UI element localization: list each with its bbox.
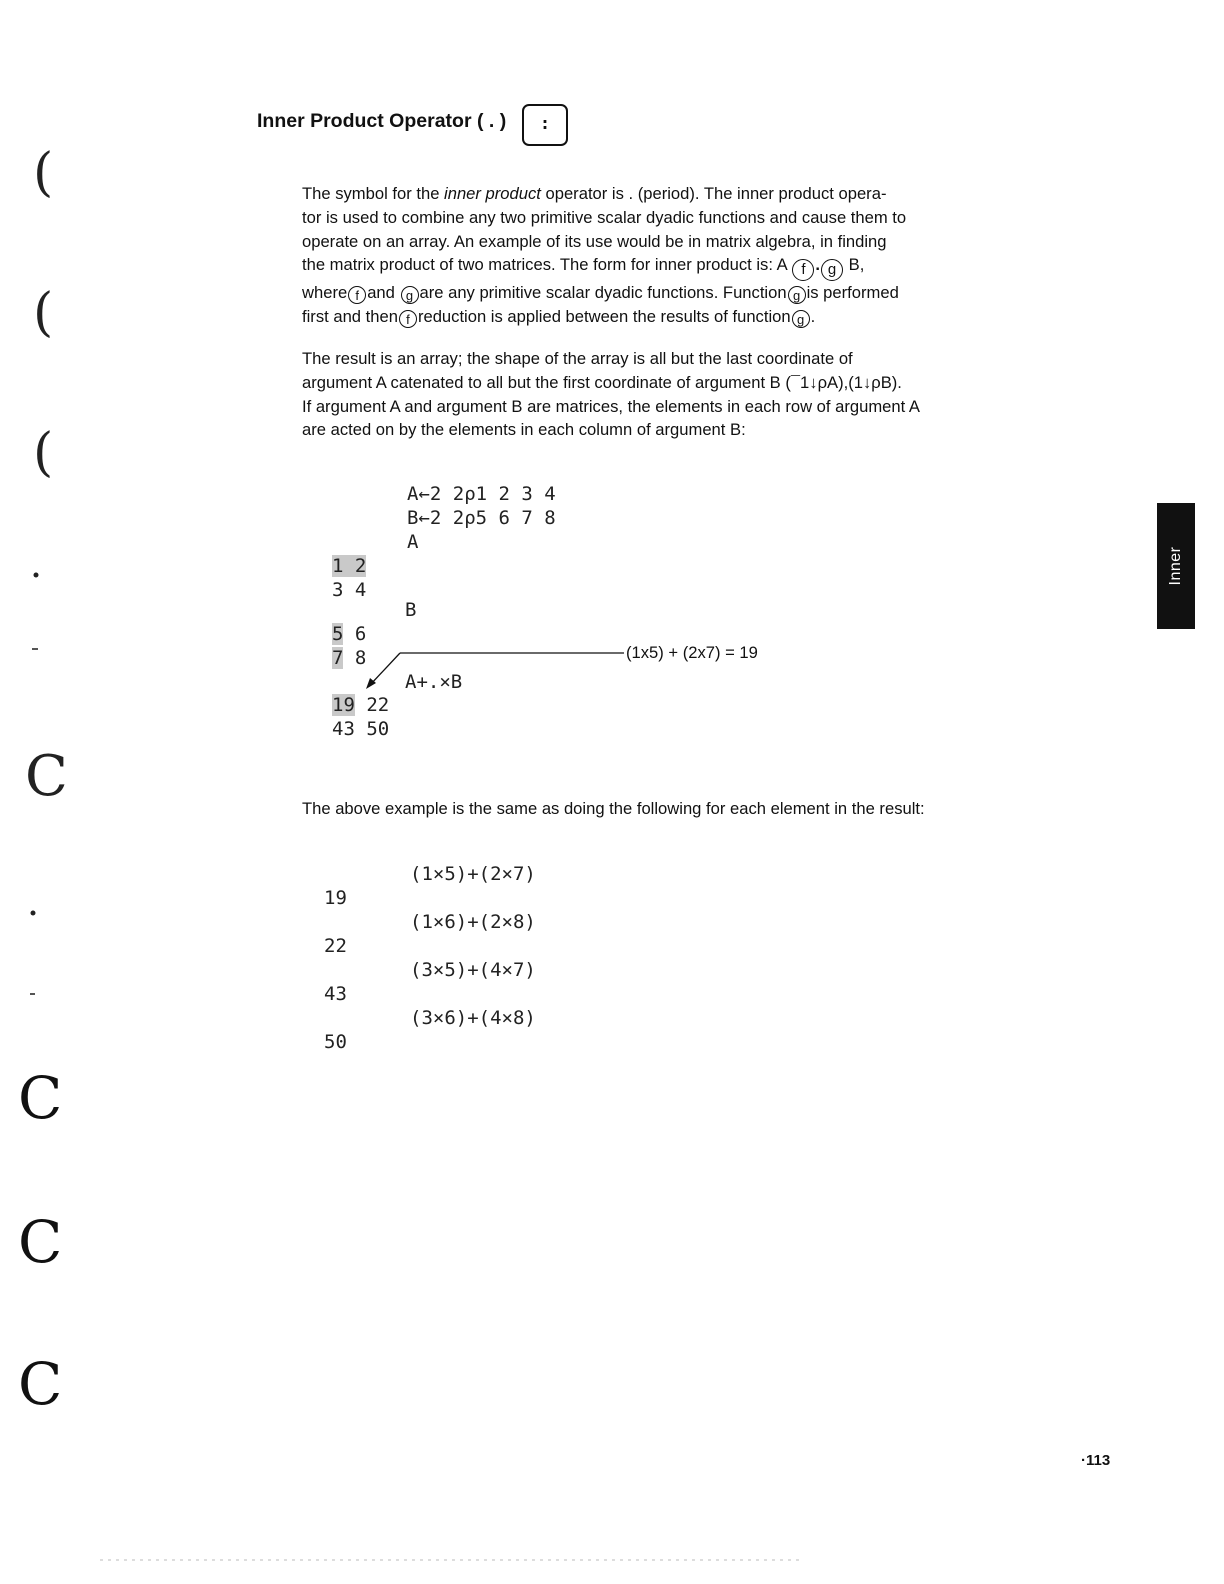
result-row2: 43 50 (332, 718, 390, 740)
svg-text:C: C (25, 744, 68, 809)
f-circle-icon: f (792, 259, 814, 281)
result-row1: 19 22 (332, 694, 390, 716)
p1-line6: first and then f reduction is applied between the results of function g . (302, 307, 816, 328)
binder-marks (0, 0, 80, 1584)
svg-text:(: ( (33, 143, 54, 203)
period-key-icon (522, 104, 568, 146)
key-symbol: : (539, 114, 551, 134)
section-tab-label: Inner (1167, 546, 1184, 586)
p2-line3: If argument A and argument B are matrices, the elements in each row of argument A (302, 396, 920, 416)
scan-artifact-line (100, 1555, 800, 1565)
expansion-1: (1×5)+(2×7) (410, 863, 536, 885)
g-circle-icon: g (792, 310, 810, 328)
p3-line1: The above example is the same as doing the following for each element in the result: (302, 799, 925, 818)
p1-line5: where f and g are any primitive scalar dyadic functions. Function g is performed (302, 283, 899, 304)
f-circle-icon: f (399, 310, 417, 328)
page-number: ·113 (1081, 1452, 1111, 1469)
p1-line4: the matrix product of two matrices. The form for inner product is: A f . g B, (302, 253, 992, 281)
p2-line4: are acted on by the elements in each column of argument B: (302, 420, 746, 440)
p2-line1: The result is an array; the shape of the array is all but the last coordinate of (302, 349, 853, 368)
value-3: 43 (324, 983, 347, 1005)
svg-text:C: C (18, 1208, 63, 1276)
matrix-b-row2: 7 8 (332, 647, 367, 669)
matrix-a-row2: 3 4 (332, 579, 367, 601)
code-assign-a: A←2 2ρ1 2 3 4 (407, 483, 556, 505)
term-inner-product: inner product (444, 184, 541, 203)
value-4: 50 (324, 1031, 347, 1053)
svg-text:(: ( (33, 423, 54, 483)
expansion-2: (1×6)+(2×8) (410, 911, 536, 933)
g-circle-icon: g (821, 259, 843, 281)
matrix-b-row1: 5 6 (332, 623, 367, 645)
matrix-a-row1: 1 2 (332, 555, 367, 577)
f-circle-icon: f (348, 286, 366, 304)
g-circle-icon: g (788, 286, 806, 304)
p2-line2: argument A catenated to all but the first coordinate of argument B (¯1↓ρA),(1↓ρB). (302, 372, 902, 392)
value-2: 22 (324, 935, 347, 957)
result-paragraph (302, 347, 992, 442)
code-assign-b: B←2 2ρ5 6 7 8 (407, 507, 556, 529)
expansion-4: (3×6)+(4×8) (410, 1007, 536, 1029)
svg-text:C: C (18, 1064, 63, 1132)
section-heading: Inner Product Operator ( . ) (257, 110, 507, 132)
code-show-a: A (407, 531, 419, 553)
equivalence-paragraph (302, 797, 992, 821)
code-show-b: B (405, 599, 417, 621)
g-circle-icon: g (401, 286, 419, 304)
code-inner-product: A+.×B (405, 671, 463, 693)
value-1: 19 (324, 887, 347, 909)
svg-text:(: ( (33, 283, 54, 343)
callout-arrow-icon (360, 640, 630, 690)
p1-line1: The symbol for the inner product operator is . (period). The inner product opera- (302, 184, 887, 203)
section-tab (1157, 503, 1195, 629)
p1-line2: tor is used to combine any two primitive scalar dyadic functions and cause them to (302, 207, 907, 227)
callout-label: (1x5) + (2x7) = 19 (626, 643, 758, 662)
p1-line3: operate on an array. An example of its use would be in matrix algebra, in finding (302, 231, 887, 251)
svg-text:C: C (18, 1350, 63, 1418)
expansion-3: (3×5)+(4×7) (410, 959, 536, 981)
intro-paragraph (302, 182, 992, 329)
